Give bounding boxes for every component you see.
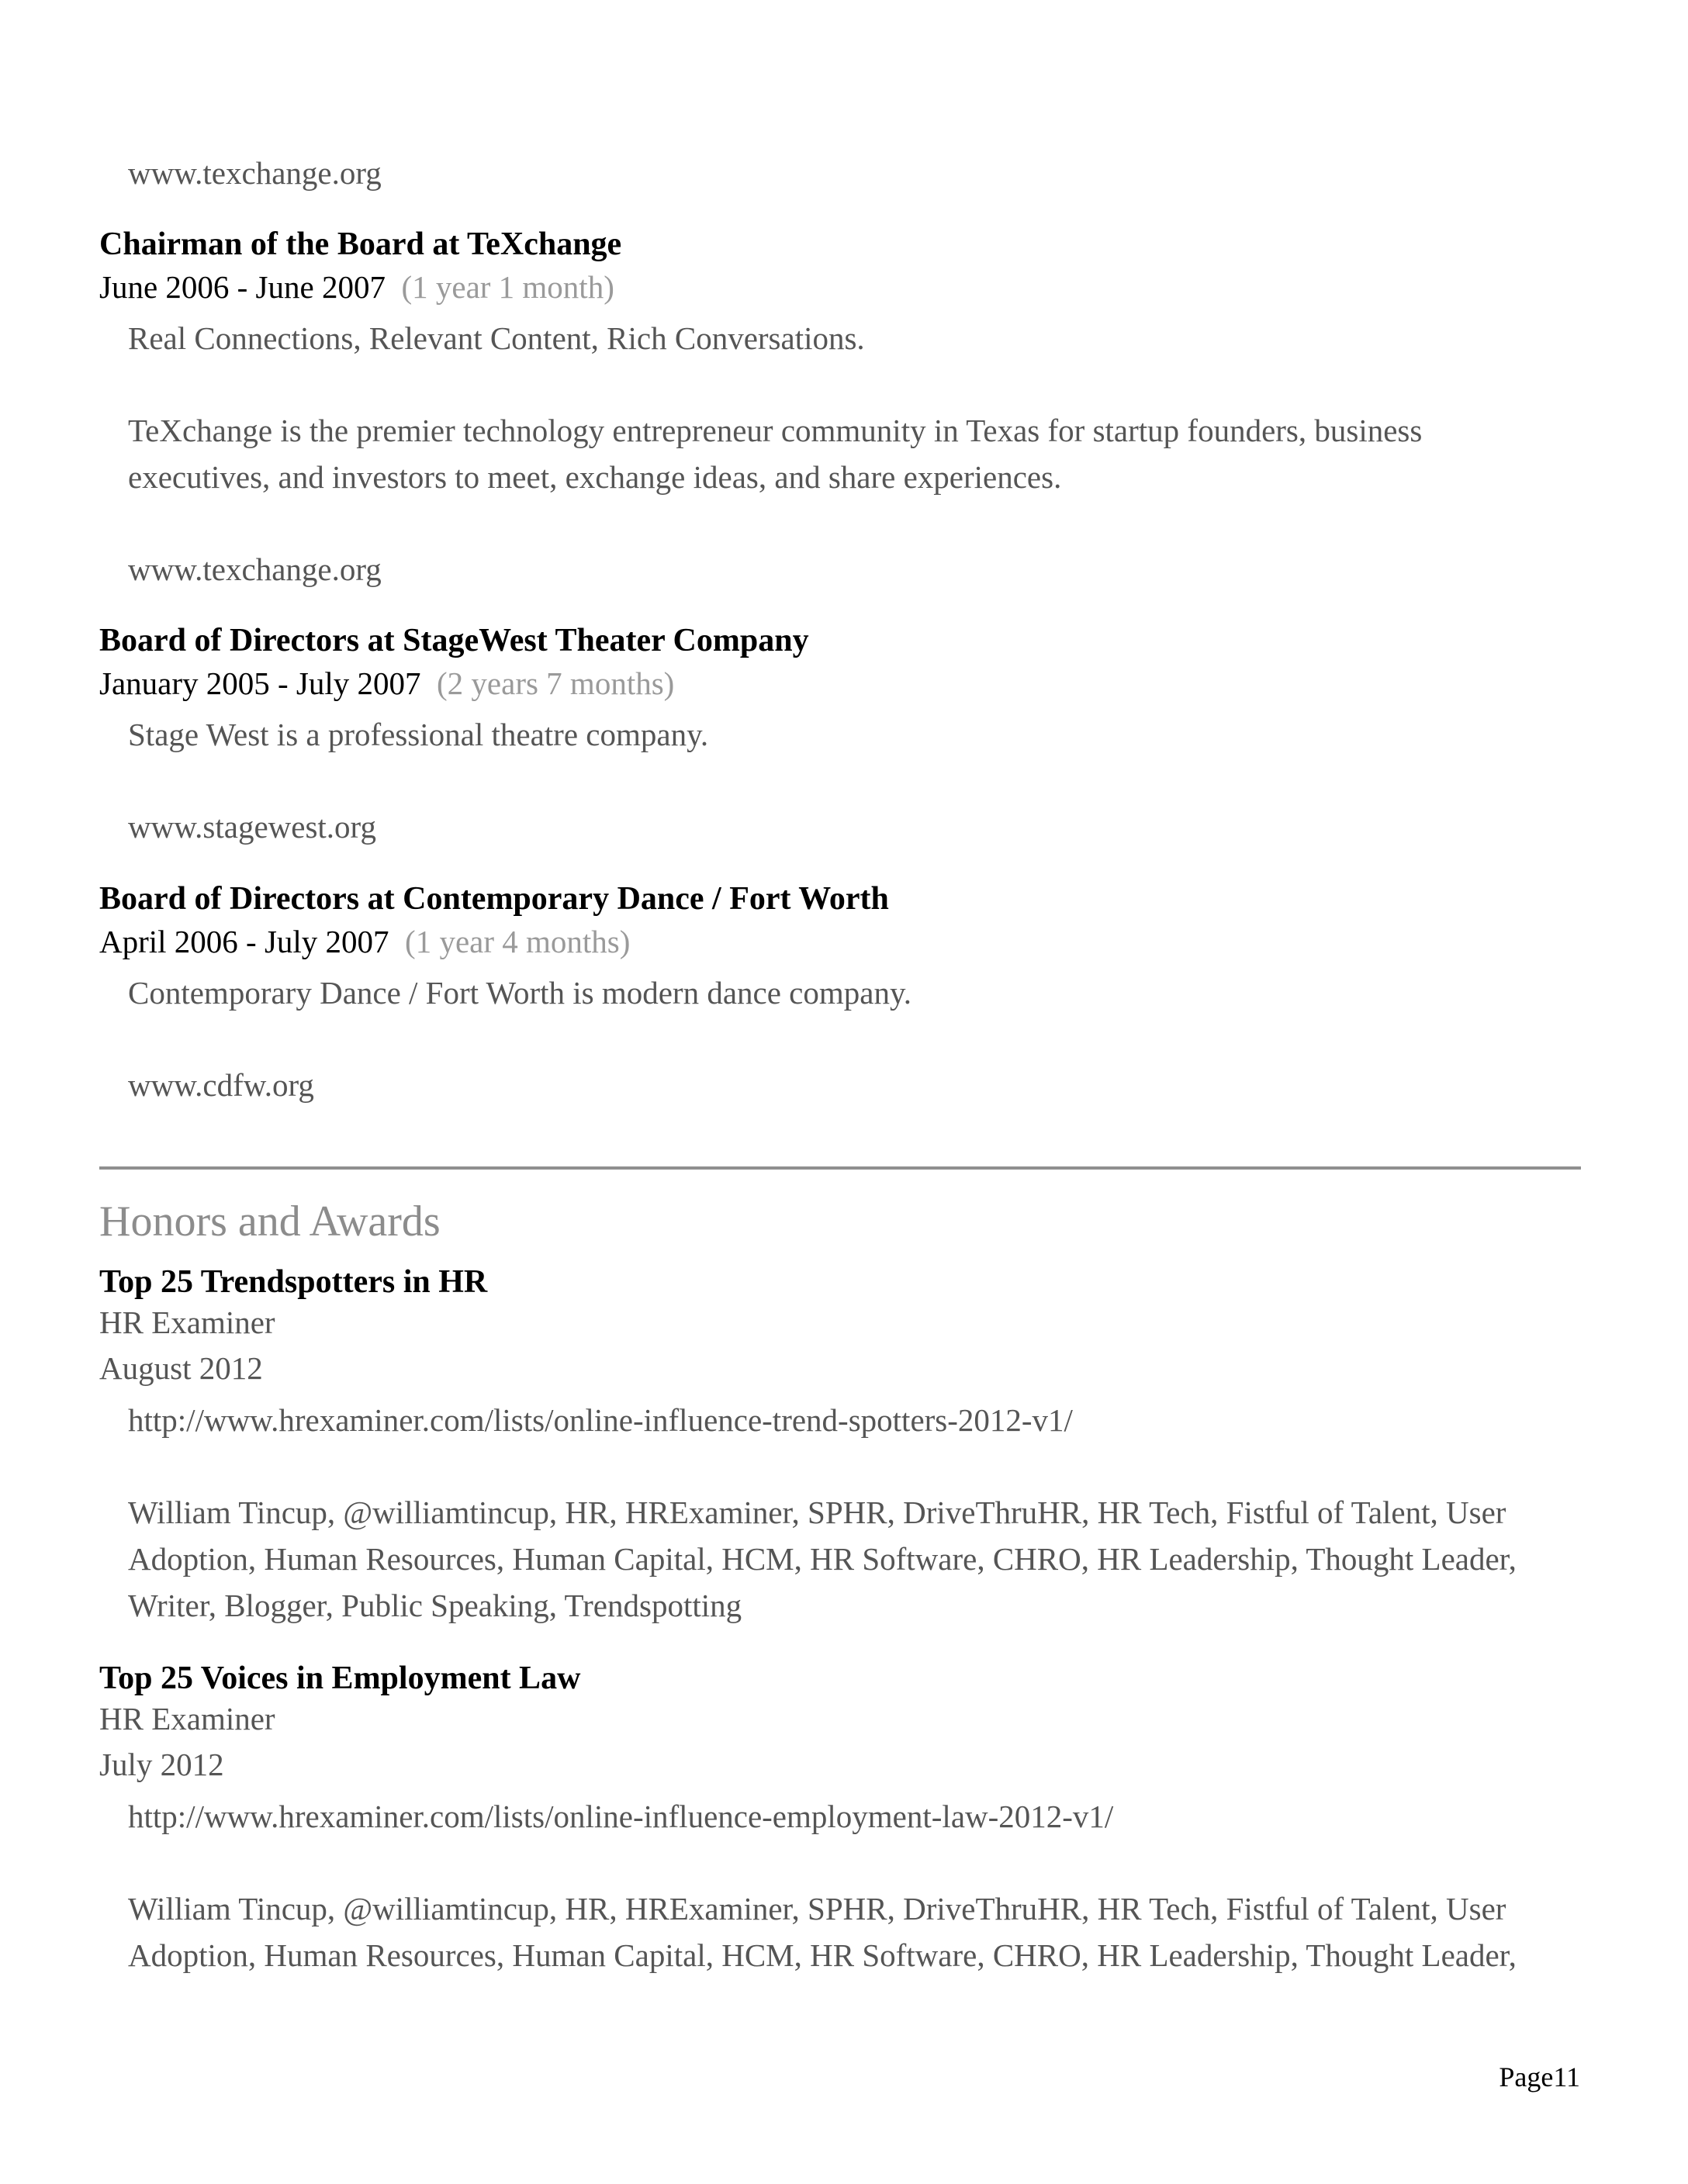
position-url[interactable]: www.texchange.org (128, 551, 382, 587)
honor-issuer: HR Examiner (99, 1701, 275, 1736)
honor-url[interactable]: http://www.hrexaminer.com/lists/online-influence-trend-spotters-2012-v1/ (128, 1402, 1073, 1438)
position-dates (99, 271, 614, 303)
honor-date: July 2012 (99, 1747, 224, 1782)
position-date-range: January 2005 - July 2007 (99, 665, 421, 701)
honor-keywords-line: Writer, Blogger, Public Speaking, Trendspotting (128, 1588, 742, 1623)
position-url[interactable]: www.stagewest.org (128, 809, 376, 845)
position-date-range: June 2006 - June 2007 (99, 269, 386, 305)
section-divider (99, 1166, 1581, 1170)
honor-url[interactable]: http://www.hrexaminer.com/lists/online-influence-employment-law-2012-v1/ (128, 1799, 1114, 1834)
position-dates (99, 665, 675, 701)
position-description: Real Connections, Relevant Content, Rich Conversations. (128, 320, 865, 356)
honor-title: Top 25 Trendspotters in HR (99, 1264, 488, 1300)
honor-issuer: HR Examiner (99, 1305, 275, 1340)
position-date-range: April 2006 - July 2007 (99, 924, 389, 959)
section-title-honors: Honors and Awards (99, 1197, 441, 1246)
position-title: Board of Directors at Contemporary Dance / Fort Worth (99, 881, 889, 917)
position-url[interactable]: www.cdfw.org (128, 1067, 314, 1103)
page-number: Page11 (1499, 2061, 1580, 2092)
position-title: Board of Directors at StageWest Theater Company (99, 623, 809, 658)
honor-date: August 2012 (99, 1350, 263, 1386)
position-description: Contemporary Dance / Fort Worth is modern dance company. (128, 975, 912, 1011)
honor-keywords-line: William Tincup, @williamtincup, HR, HRExaminer, SPHR, DriveThruHR, HR Tech, Fistful of Talent, User (128, 1495, 1506, 1530)
position-title: Chairman of the Board at TeXchange (99, 226, 622, 262)
honor-keywords-line: Adoption, Human Resources, Human Capital, HCM, HR Software, CHRO, HR Leadership, Thought Leader, (128, 1541, 1517, 1577)
honor-title: Top 25 Voices in Employment Law (99, 1660, 581, 1696)
intro-url[interactable]: www.texchange.org (128, 155, 382, 191)
position-duration: (1 year 1 month) (401, 269, 614, 305)
position-duration: (2 years 7 months) (437, 665, 675, 701)
position-description-line: executives, and investors to meet, exchange ideas, and share experiences. (128, 459, 1062, 495)
position-duration: (1 year 4 months) (405, 924, 631, 959)
position-description: Stage West is a professional theatre company. (128, 717, 709, 752)
position-dates (99, 926, 630, 958)
honor-keywords-line: Adoption, Human Resources, Human Capital, HCM, HR Software, CHRO, HR Leadership, Thought Leader, (128, 1937, 1517, 1973)
honor-keywords-line: William Tincup, @williamtincup, HR, HRExaminer, SPHR, DriveThruHR, HR Tech, Fistful of Talent, User (128, 1891, 1506, 1927)
position-description-line: TeXchange is the premier technology entrepreneur community in Texas for startup founders, business (128, 413, 1423, 448)
